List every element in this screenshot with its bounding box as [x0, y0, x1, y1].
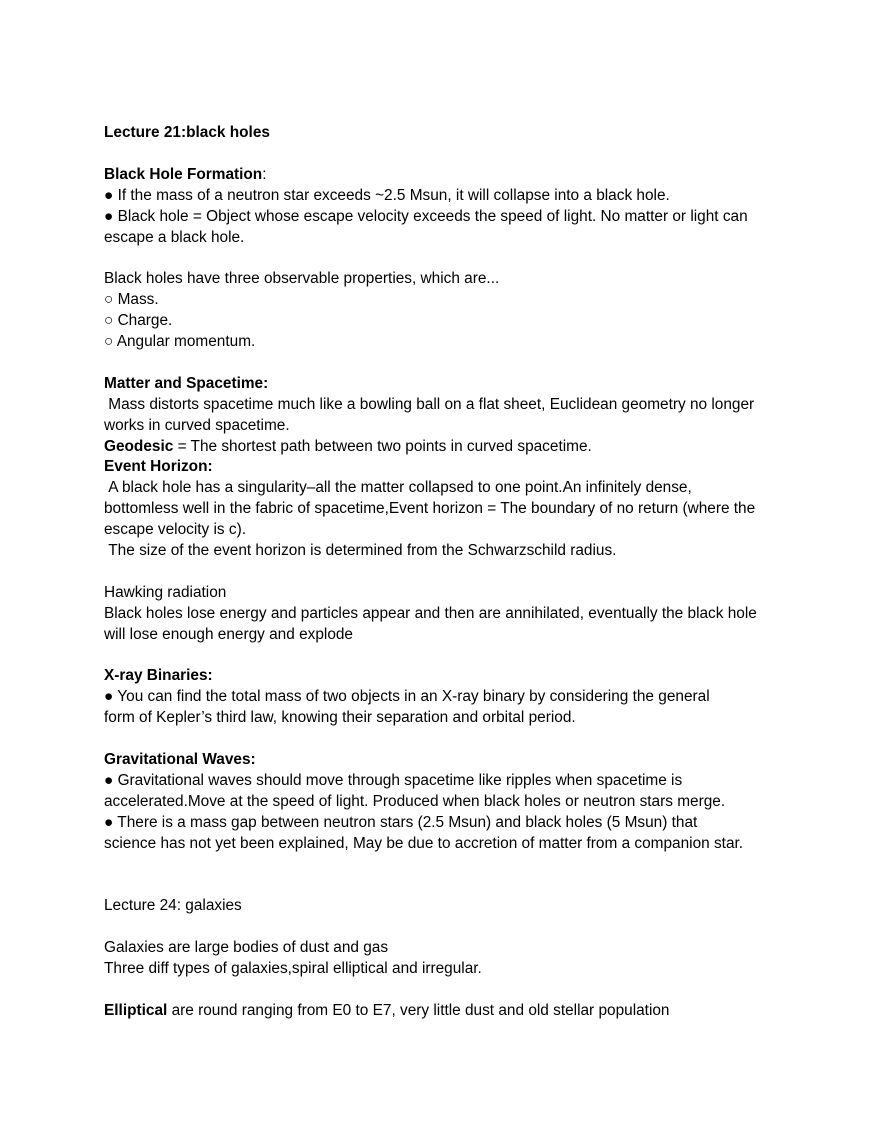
properties-intro: Black holes have three observable properties, which are... — [104, 270, 500, 288]
spacer — [104, 562, 784, 583]
spacer — [104, 729, 784, 750]
hawking-line-2: will lose enough energy and explode — [104, 625, 353, 643]
lecture-21-title: Lecture 21:black holes — [104, 124, 270, 141]
horizon-line-3: escape velocity is c). — [104, 521, 246, 539]
geodesic-def: = The shortest path between two points in curved spacetime. — [173, 437, 592, 455]
xray-heading: X-ray Binaries: — [104, 667, 213, 685]
spacetime-line-1: Mass distorts spacetime much like a bowling ball on a flat sheet, Euclidean geometry no longer — [104, 395, 755, 413]
horizon-line-4: The size of the event horizon is determined from the Schwarzschild radius. — [104, 542, 617, 560]
xray-line-2: form of Kepler’s third law, knowing their separation and orbital period. — [104, 709, 576, 727]
spacer — [104, 353, 784, 374]
elliptical-term: Elliptical — [104, 1001, 168, 1019]
formation-heading-line — [104, 165, 784, 186]
property-item-mass: ○ Mass. — [104, 291, 159, 309]
formation-bullet-2-line-2: escape a black hole. — [104, 228, 245, 246]
horizon-line-1: A black hole has a singularity–all the matter collapsed to one point.An infinitely dense, — [104, 479, 692, 497]
spacer — [104, 248, 784, 269]
waves-line-2: accelerated.Move at the speed of light. Produced when black holes or neutron stars merge. — [104, 792, 726, 810]
spacetime-heading: Matter and Spacetime: — [104, 374, 269, 392]
hawking-heading: Hawking radiation — [104, 583, 227, 601]
document-page — [104, 123, 784, 1022]
spacer — [104, 646, 784, 667]
horizon-line-2: bottomless well in the fabric of spacetime,Event horizon = The boundary of no return (where the — [104, 500, 756, 518]
formation-heading-suffix: : — [262, 165, 267, 183]
xray-line-1: ● You can find the total mass of two objects in an X-ray binary by considering the general — [104, 688, 710, 706]
waves-line-4: science has not yet been explained, May be due to accretion of matter from a companion star. — [104, 834, 744, 852]
formation-bullet-2-line-1: ● Black hole = Object whose escape velocity exceeds the speed of light. No matter or light can — [104, 207, 748, 225]
spacer — [104, 855, 784, 897]
geodesic-definition — [104, 437, 784, 458]
geodesic-term: Geodesic — [104, 437, 174, 455]
spacetime-line-2: works in curved spacetime. — [104, 416, 290, 434]
galaxies-intro-line-1: Galaxies are large bodies of dust and gas — [104, 939, 389, 957]
waves-heading: Gravitational Waves: — [104, 751, 256, 769]
horizon-heading: Event Horizon: — [104, 458, 213, 476]
property-item-angular-momentum: ○ Angular momentum. — [104, 333, 256, 351]
galaxies-intro-line-2: Three diff types of galaxies,spiral elliptical and irregular. — [104, 960, 482, 978]
spacer — [104, 980, 784, 1001]
property-item-charge: ○ Charge. — [104, 312, 173, 330]
waves-line-3: ● There is a mass gap between neutron stars (2.5 Msun) and black holes (5 Msun) that — [104, 813, 698, 831]
formation-heading: Black Hole Formation — [104, 165, 263, 183]
formation-bullet-1: ● If the mass of a neutron star exceeds ~2.5 Msun, it will collapse into a black hole. — [104, 186, 670, 204]
elliptical-def: are round ranging from E0 to E7, very little dust and old stellar population — [167, 1001, 670, 1019]
elliptical-definition — [104, 1001, 784, 1022]
hawking-line-1: Black holes lose energy and particles appear and then are annihilated, eventually the black hole — [104, 604, 757, 622]
spacer — [104, 917, 784, 938]
waves-line-1: ● Gravitational waves should move through spacetime like ripples when spacetime is — [104, 772, 683, 789]
spacer — [104, 144, 784, 165]
lecture-24-title: Lecture 24: galaxies — [104, 897, 242, 915]
